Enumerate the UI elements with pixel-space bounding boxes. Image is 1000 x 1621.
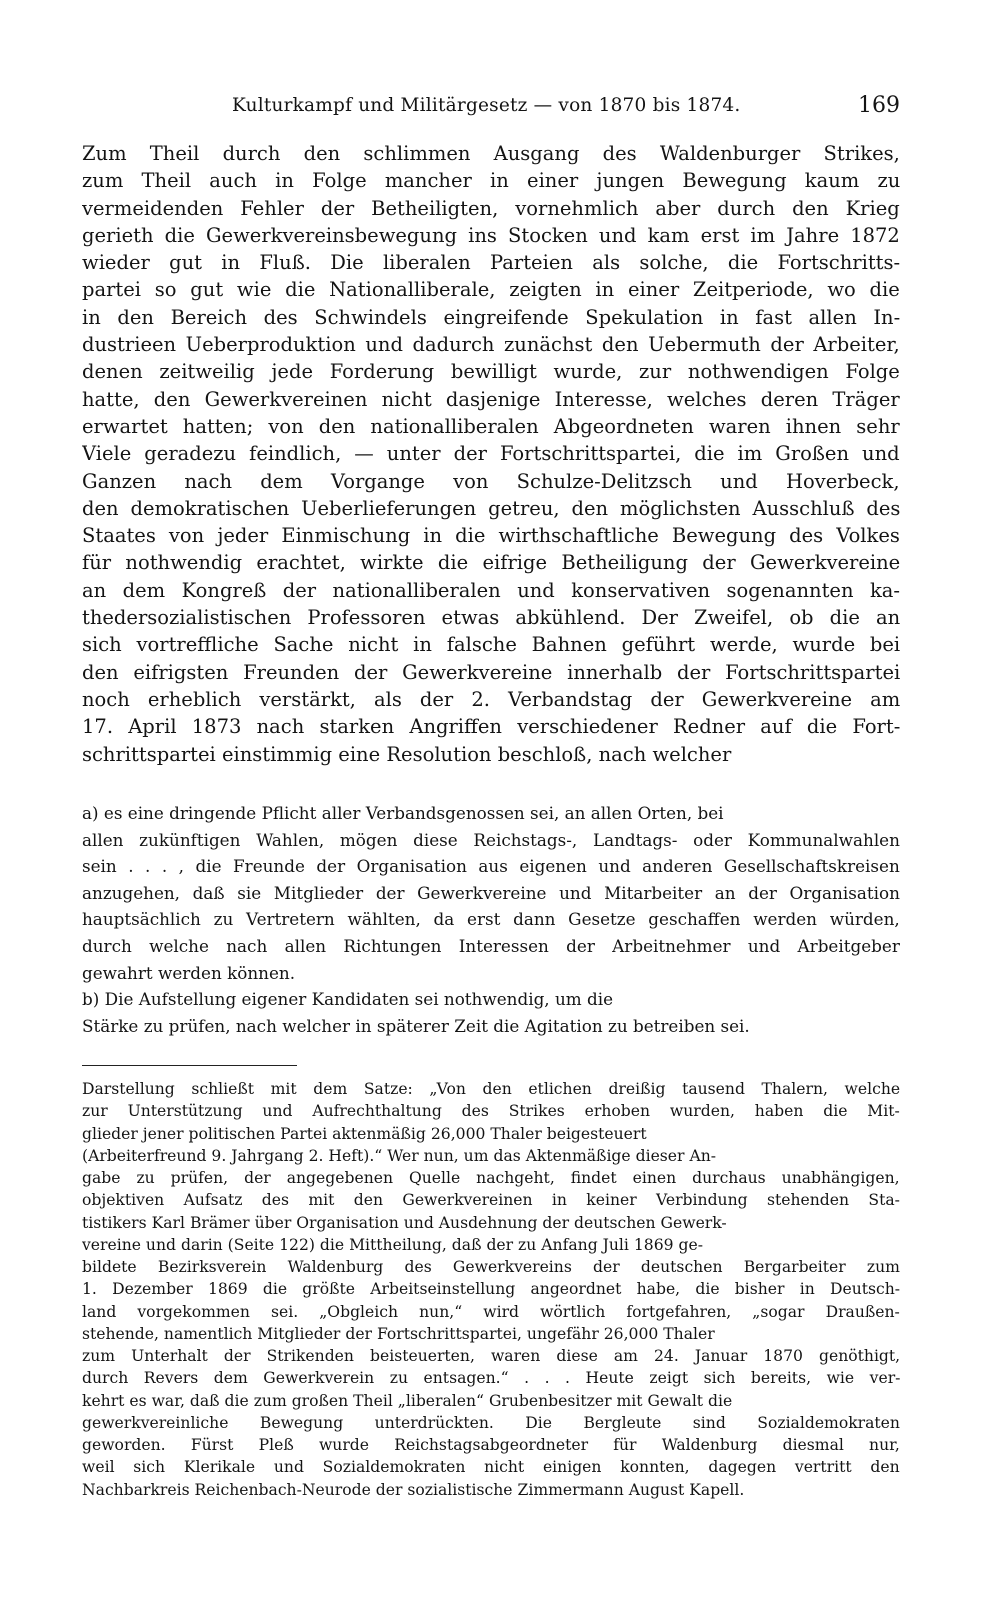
text-line: hatte, den Gewerkvereinen nicht dasjenige Interesse, welches deren Träger — [82, 387, 900, 411]
footnote-line: gabe zu prüfen, der angegebenen Quelle nachgeht, findet einen durchaus unabhängigen, — [82, 1169, 900, 1187]
text-line: wieder gut in Fluß. Die liberalen Parteien als solche, die Fortschritts- — [82, 251, 900, 275]
text-line: den demokratischen Ueberlieferungen getreu, den möglichsten Ausschluß des — [82, 496, 900, 520]
main-text-block — [82, 140, 900, 768]
text-line: schrittspartei einstimmig eine Resolution beschloß, nach welcher — [82, 742, 732, 766]
quote-line: a) es eine dringende Pflicht aller Verbandsgenossen sei, an allen Orten, bei — [82, 803, 724, 823]
quote-line: Stärke zu prüfen, nach welcher in späterer Zeit die Agitation zu betreiben sei. — [82, 1015, 750, 1036]
footnote-line: kehrt es war, daß die zum großen Theil „liberalen“ Grubenbesitzer mit Gewalt die — [82, 1391, 733, 1410]
text-line: erwartet hatten; von den nationalliberalen Abgeordneten waren ihnen sehr — [82, 414, 900, 438]
quote-line: gewahrt werden können. — [82, 962, 296, 983]
footnote-line: objektiven Aufsatz des mit den Gewerkvereinen in keiner Verbindung stehenden Sta- — [82, 1191, 900, 1210]
resolution-quote-block — [82, 800, 900, 1039]
text-line: Zum Theil durch den schlimmen Ausgang des Waldenburger Strikes, — [82, 142, 900, 165]
text-line: gerieth die Gewerkvereinsbewegung ins Stocken und kam erst im Jahre 1872 — [82, 223, 900, 247]
footnote-line: Darstellung schließt mit dem Satze: „Von den etlichen dreißig tausend Thalern, welche — [82, 1080, 900, 1098]
running-title: Kulturkampf und Militärgesetz — von 1870 bis 1874. — [232, 95, 741, 116]
text-line: Staates von jeder Einmischung in die wirthschaftliche Bewegung des Volkes — [82, 524, 900, 548]
quote-line: sein . . . , die Freunde der Organisation aus eigenen und anderen Gesellschaftskreisen — [82, 856, 900, 877]
text-line: thedersozialistischen Professoren etwas abkühlend. Der Zweifel, ob die an — [82, 606, 900, 630]
text-line: noch erheblich verstärkt, als der 2. Verbandstag der Gewerkvereine am — [82, 687, 900, 711]
footnote-line: zum Unterhalt der Strikenden beisteuerten, waren diese am 24. Januar 1870 genöthigt, — [82, 1347, 900, 1365]
footnote-line: geworden. Fürst Pleß wurde Reichstagsabgeordneter für Waldenburg diesmal nur, — [82, 1436, 900, 1454]
footnote-block — [82, 1078, 900, 1501]
text-line: Viele geradezu feindlich, — unter der Fortschrittspartei, die im Großen und — [82, 442, 900, 466]
footnote-divider — [82, 1065, 297, 1066]
footnote-line: bildete Bezirksverein Waldenburg des Gewerkvereins der deutschen Bergarbeiter zum — [82, 1258, 900, 1276]
footnote-line: Nachbarkreis Reichenbach-Neurode der sozialistische Zimmermann August Kapell. — [82, 1480, 745, 1499]
footnote-line: 1. Dezember 1869 die größte Arbeitseinstellung angeordnet habe, die bisher in Deutsch- — [82, 1280, 900, 1299]
footnote-line: glieder jener politischen Partei aktenmäßig 26,000 Thaler beigesteuert — [82, 1124, 647, 1143]
text-line: den eifrigsten Freunden der Gewerkvereine innerhalb der Fortschrittspartei — [82, 660, 900, 684]
page-header — [82, 95, 900, 125]
footnote-line: gewerkvereinliche Bewegung unterdrückten. Die Bergleute sind Sozialdemokraten — [82, 1413, 900, 1432]
text-line: 17. April 1873 nach starken Angriffen verschiedener Redner auf die Fort- — [82, 715, 900, 739]
quote-line: durch welche nach allen Richtungen Interessen der Arbeitnehmer und Arbeitgeber — [82, 935, 900, 956]
page-number: 169 — [858, 93, 900, 118]
text-line: dustrieen Ueberproduktion und dadurch zunächst den Uebermuth der Arbeiter, — [82, 333, 900, 357]
footnote-line: land vorgekommen sei. „Obgleich nun,“ wird wörtlich fortgefahren, „sogar Draußen- — [82, 1302, 900, 1321]
quote-line: allen zukünftigen Wahlen, mögen diese Reichstags-, Landtags- oder Kommunalwahlen — [82, 829, 900, 850]
footnote-line: zur Unterstützung und Aufrechthaltung des Strikes erhoben wurden, haben die Mit- — [82, 1102, 900, 1121]
footnote-line: tistikers Karl Brämer über Organisation und Ausdehnung der deutschen Gewerk- — [82, 1213, 727, 1232]
quote-line: b) Die Aufstellung eigener Kandidaten sei nothwendig, um die — [82, 989, 614, 1010]
text-line: zum Theil auch in Folge mancher in einer jungen Bewegung kaum zu — [82, 169, 900, 193]
quote-line: anzugehen, daß sie Mitglieder der Gewerkvereine und Mitarbeiter an der Organisation — [82, 882, 900, 903]
footnote-line: (Arbeiterfreund 9. Jahrgang 2. Heft).“ Wer nun, um das Aktenmäßige dieser An- — [82, 1146, 717, 1165]
footnote-line: vereine und darin (Seite 122) die Mittheilung, daß der zu Anfang Juli 1869 ge- — [82, 1235, 703, 1254]
quote-line: hauptsächlich zu Vertretern wählten, da erst dann Gesetze geschaffen werden würden, — [82, 909, 900, 930]
footnote-line: durch Revers dem Gewerkverein zu entsagen.“ . . . Heute zeigt sich bereits, wie ver- — [82, 1369, 900, 1388]
text-line: an dem Kongreß der nationalliberalen und konservativen sogenannten ka- — [82, 578, 900, 602]
text-line: denen zeitweilig jede Forderung bewilligt wurde, zur nothwendigen Folge — [82, 360, 900, 384]
text-line: vermeidenden Fehler der Betheiligten, vornehmlich aber durch den Krieg — [82, 196, 900, 220]
text-line: sich vortreffliche Sache nicht in falsche Bahnen geführt werde, wurde bei — [82, 633, 900, 657]
text-line: partei so gut wie die Nationalliberale, zeigten in einer Zeitperiode, wo die — [82, 278, 900, 302]
footnote-line: stehende, namentlich Mitglieder der Fortschrittspartei, ungefähr 26,000 Thaler — [82, 1324, 715, 1343]
text-line: für nothwendig erachtet, wirkte die eifrige Betheiligung der Gewerkvereine — [82, 551, 900, 575]
text-line: in den Bereich des Schwindels eingreifende Spekulation in fast allen In- — [82, 305, 900, 329]
text-line: Ganzen nach dem Vorgange von Schulze-Delitzsch und Hoverbeck, — [82, 469, 900, 493]
footnote-line: weil sich Klerikale und Sozialdemokraten nicht einigen konnten, dagegen vertritt den — [82, 1458, 900, 1477]
